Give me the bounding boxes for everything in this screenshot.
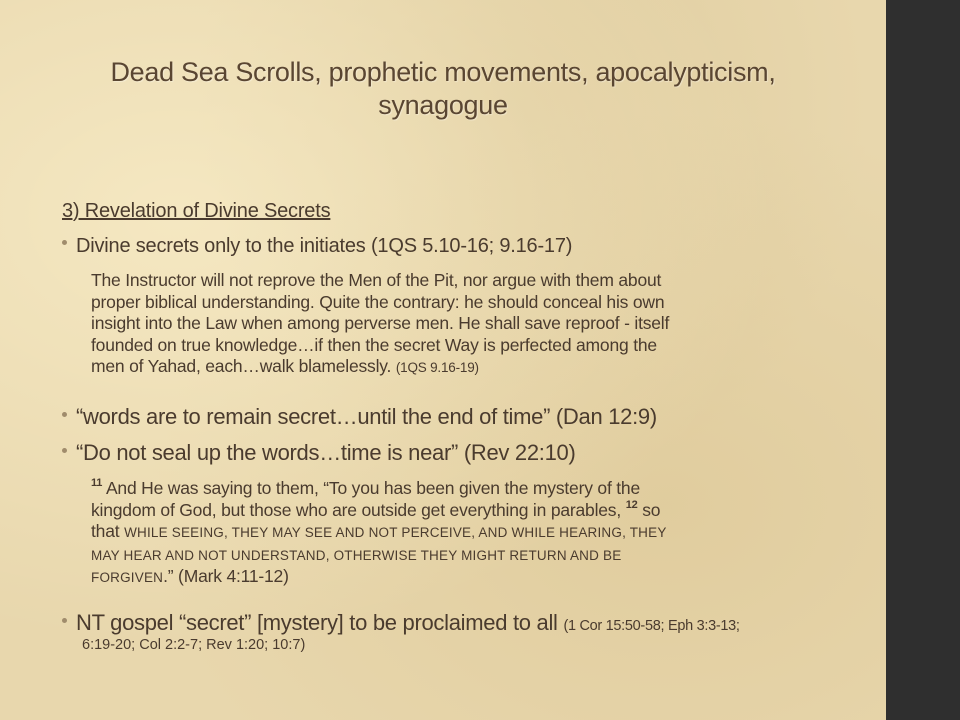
quote-1-line-4: founded on true knowledge…if then the secret Way is perfected among the [91,334,657,355]
quote-1-line-5: men of Yahad, each…walk blamelessly. [91,356,392,376]
bullet-3-text: “Do not seal up the words…time is near” (Rev 22:10) [76,440,576,465]
bullet-2-text: “words are to remain secret…until the end of time” (Dan 12:9) [76,404,657,429]
quote-1QS [91,270,851,379]
quote-2-line-2-end: so [642,499,661,520]
right-side-bar [886,0,960,720]
quote-1-line-2: proper biblical understanding. Quite the contrary: he should conceal his own [91,291,665,312]
verse-number-12: 12 [625,498,638,511]
bullet-1-text: Divine secrets only to the initiates (1QS 5.10-16; 9.16-17) [76,235,573,257]
bullet-dot-icon [62,240,67,245]
bullet-item-3 [62,440,575,466]
quote-2-line-2: kingdom of God, but those who are outside get everything in parables, [91,499,622,520]
title-line-1: Dead Sea Scrolls, prophetic movements, apocalypticism, [110,57,776,87]
bullet-dot-icon [62,448,67,453]
section-subheading: 3) Revelation of Divine Secrets [62,200,331,222]
bullet-dot-icon [62,412,67,417]
bullet-dot-icon [62,618,67,623]
quote-1-line-1: The Instructor will not reprove the Men of the Pit, nor argue with them about [91,270,662,290]
quote-2-line-4-end: , OTHERWISE THEY MIGHT RETURN AND BE [325,547,622,563]
quote-2-line-4-smallcaps: MAY HEAR AND NOT UNDERSTAND [91,547,326,563]
bullet-item-2 [62,404,657,430]
quote-1-citation: (1QS 9.16-19) [395,360,479,375]
quote-1-line-3: insight into the Law when among perverse men. He shall save reproof - itself [91,313,670,333]
quote-2-line-5-smallcaps: FORGIVEN [91,570,164,585]
quote-2-line-1: And He was saying to them, “To you has been given the mystery of the [105,478,640,498]
bullet-item-1 [62,235,572,258]
bullet-4-citation-2: 6:19-20; Col 2:2-7; Rev 1:20; 10:7) [82,637,306,653]
quote-2-line-3-smallcaps: WHILE SEEING, THEY MAY SEE AND NOT PERCEIVE, AND WHILE HEARING, THEY [124,525,667,540]
bullet-item-4 [62,610,740,636]
quote-2-line-3-start: that [91,521,120,541]
quote-mark [91,478,851,589]
bullet-4-citation-1: (1 Cor 15:50-58; Eph 3:3-13; [563,618,740,634]
title-line-2: synagogue [378,90,508,120]
slide-title [20,56,866,122]
verse-number-11: 11 [91,477,103,489]
bullet-4-text: NT gospel “secret” [mystery] to be proclaimed to all [76,610,558,635]
quote-2-line-5-end: .” (Mark 4:11-12) [163,566,289,586]
